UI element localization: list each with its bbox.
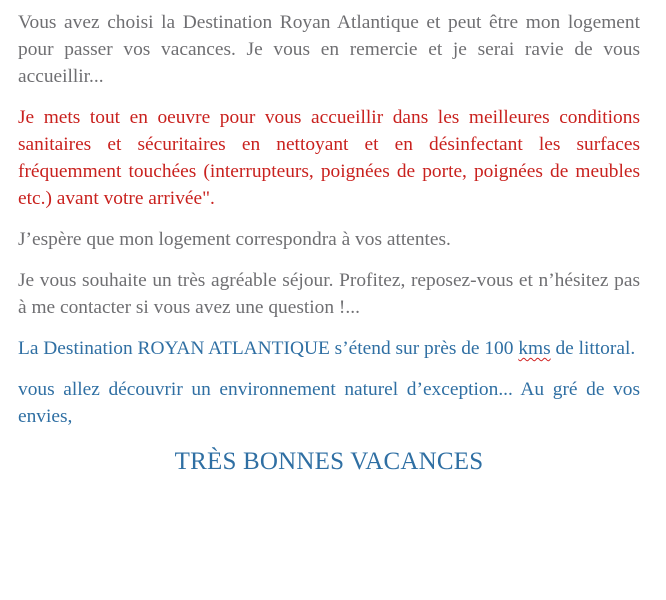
destination-text: La Destination ROYAN ATLANTIQUE s’étend sur près de 100	[18, 338, 514, 359]
hope-paragraph: J’espère que mon logement correspondra à vos attentes.	[18, 229, 451, 250]
environment-paragraph: vous allez découvrir un environnement naturel d’exception... Au gré de vos envies,	[18, 379, 640, 427]
hygiene-paragraph: Je mets tout en oeuvre pour vous accueillir dans les meilleures conditions sanitaires et sécuritaires en nettoyant et en désinfectant les surfaces fréquemment touchées (interrupteurs, poignées de porte, poignées de meubles etc.) avant votre arrivée".	[18, 107, 640, 209]
closing-heading: TRÈS BONNES VACANCES	[174, 448, 484, 475]
destination-paragraph	[18, 335, 640, 362]
kms-word: kms	[518, 338, 551, 359]
destination-text-end: de littoral.	[550, 338, 636, 359]
intro-paragraph: Vous avez choisi la Destination Royan Atlantique et peut être mon logement pour passer vos vacances. Je vous en remercie et je serai ravie de vous accueillir...	[18, 12, 640, 87]
stay-paragraph: Je vous souhaite un très agréable séjour. Profitez, reposez-vous et n’hésitez pas à me contacter si vous avez une question !...	[18, 270, 640, 318]
